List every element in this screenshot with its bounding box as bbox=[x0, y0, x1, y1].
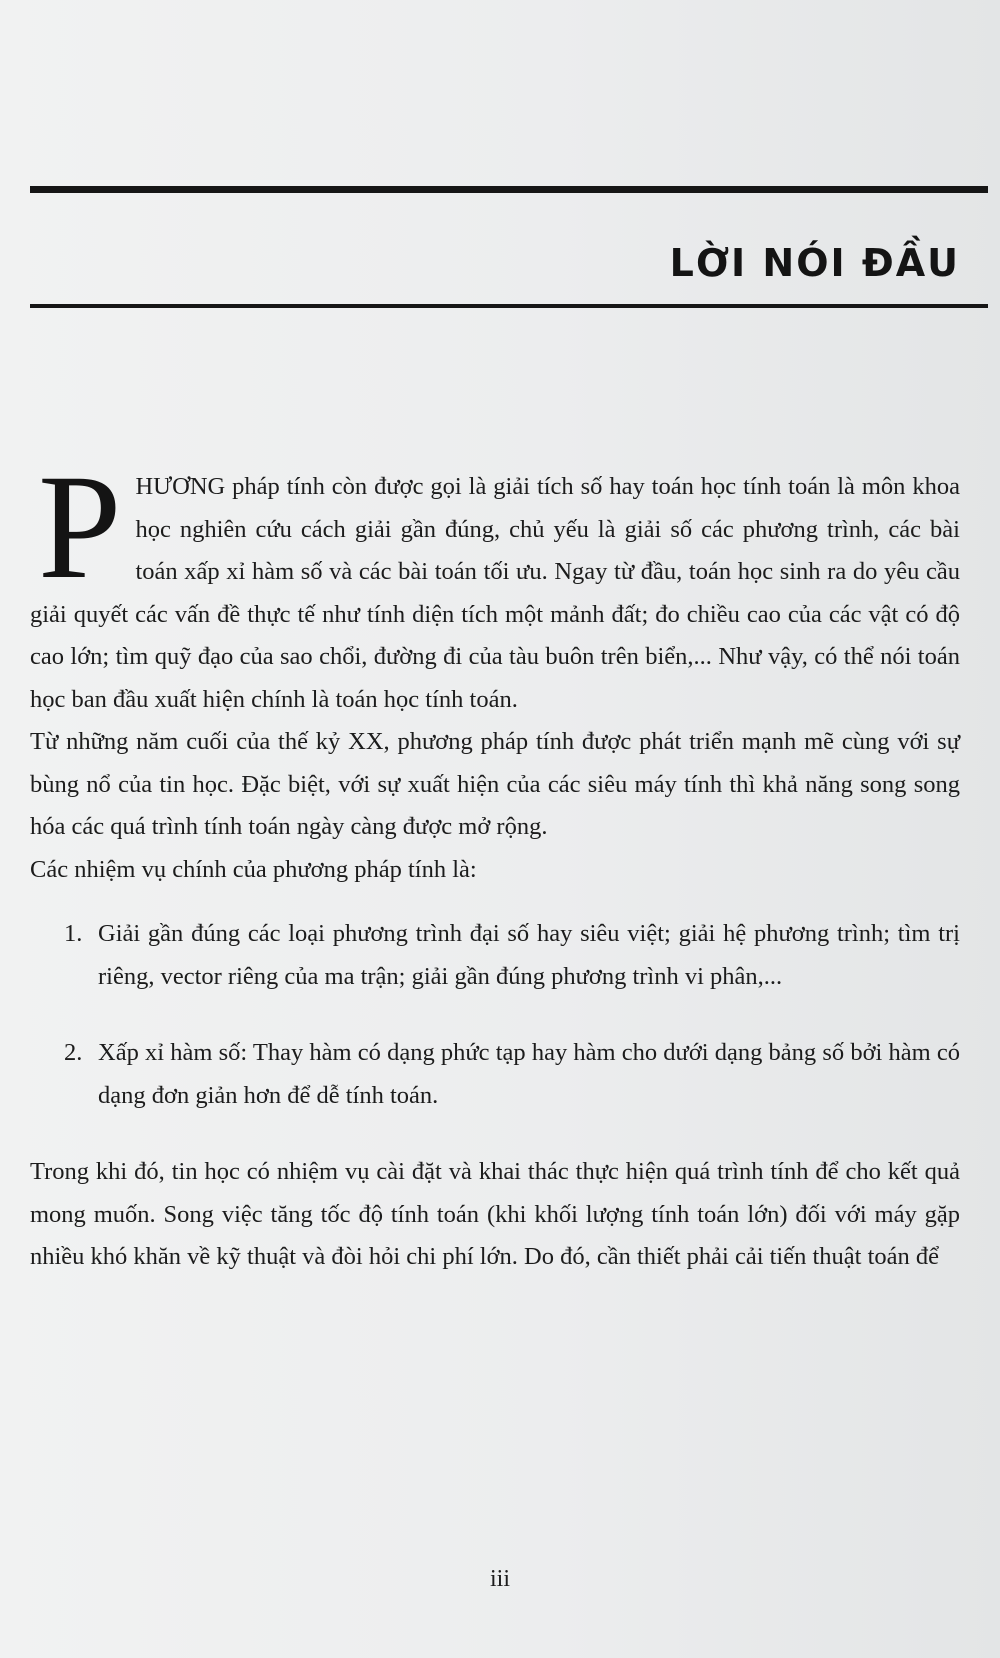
header-rule-top bbox=[30, 186, 988, 193]
list-item bbox=[30, 1032, 960, 1117]
intro-paragraph bbox=[30, 444, 960, 721]
page-title: LỜI NÓI ĐẦU bbox=[669, 241, 960, 285]
list-item-text: Giải gần đúng các loại phương trình đại số hay siêu việt; giải hệ phương trình; tìm trị riêng, vector riêng của ma trận; giải gần đúng phương trình vi phân,... bbox=[98, 920, 960, 990]
task-list bbox=[30, 913, 960, 1117]
paragraph-3: Các nhiệm vụ chính của phương pháp tính là: bbox=[30, 855, 477, 883]
paragraph-2: Từ những năm cuối của thế kỷ XX, phương pháp tính được phát triển mạnh mẽ cùng với sự bùng nổ của tin học. Đặc biệt, với sự xuất hiện của các siêu máy tính thì khả năng song song hóa các quá trình tính toán ngày càng được mở rộng. bbox=[30, 728, 960, 840]
body-text bbox=[30, 444, 960, 1279]
drop-cap: P bbox=[38, 444, 122, 610]
list-item bbox=[30, 913, 960, 998]
page-number: iii bbox=[489, 1566, 510, 1592]
intro-smallcaps: HƯƠNG bbox=[135, 473, 226, 500]
list-item-number: 1. bbox=[64, 920, 83, 947]
header-rule-bottom bbox=[30, 304, 988, 308]
intro-text: pháp tính còn được gọi là giải tích số hay toán học tính toán là môn khoa học nghiên cứu cách giải gần đúng, chủ yếu là giải số các phương trình, các bài toán xấp xỉ hàm số và các bài toán tối ưu. Ngay từ đầu, toán học sinh ra do yêu cầu giải quyết các vấn đề thực tế như tính diện tích một mảnh đất; đo chiều cao của các vật có độ cao lớn; tìm quỹ đạo của sao chổi, đường đi của tàu buôn trên biển,... Như vậy, có thể nói toán học ban đầu xuất hiện chính là toán học tính toán. bbox=[30, 473, 960, 713]
list-item-text: Xấp xỉ hàm số: Thay hàm có dạng phức tạp hay hàm cho dưới dạng bảng số bởi hàm có dạng đơn giản hơn để dễ tính toán. bbox=[98, 1039, 960, 1109]
paragraph-4: Trong khi đó, tin học có nhiệm vụ cài đặt và khai thác thực hiện quá trình tính để cho kết quả mong muốn. Song việc tăng tốc độ tính toán (khi khối lượng tính toán lớn) đối với máy gặp nhiều khó khăn về kỹ thuật và đòi hỏi chi phí lớn. Do đó, cần thiết phải cải tiến thuật toán để bbox=[30, 1158, 960, 1270]
list-item-number: 2. bbox=[64, 1039, 83, 1066]
